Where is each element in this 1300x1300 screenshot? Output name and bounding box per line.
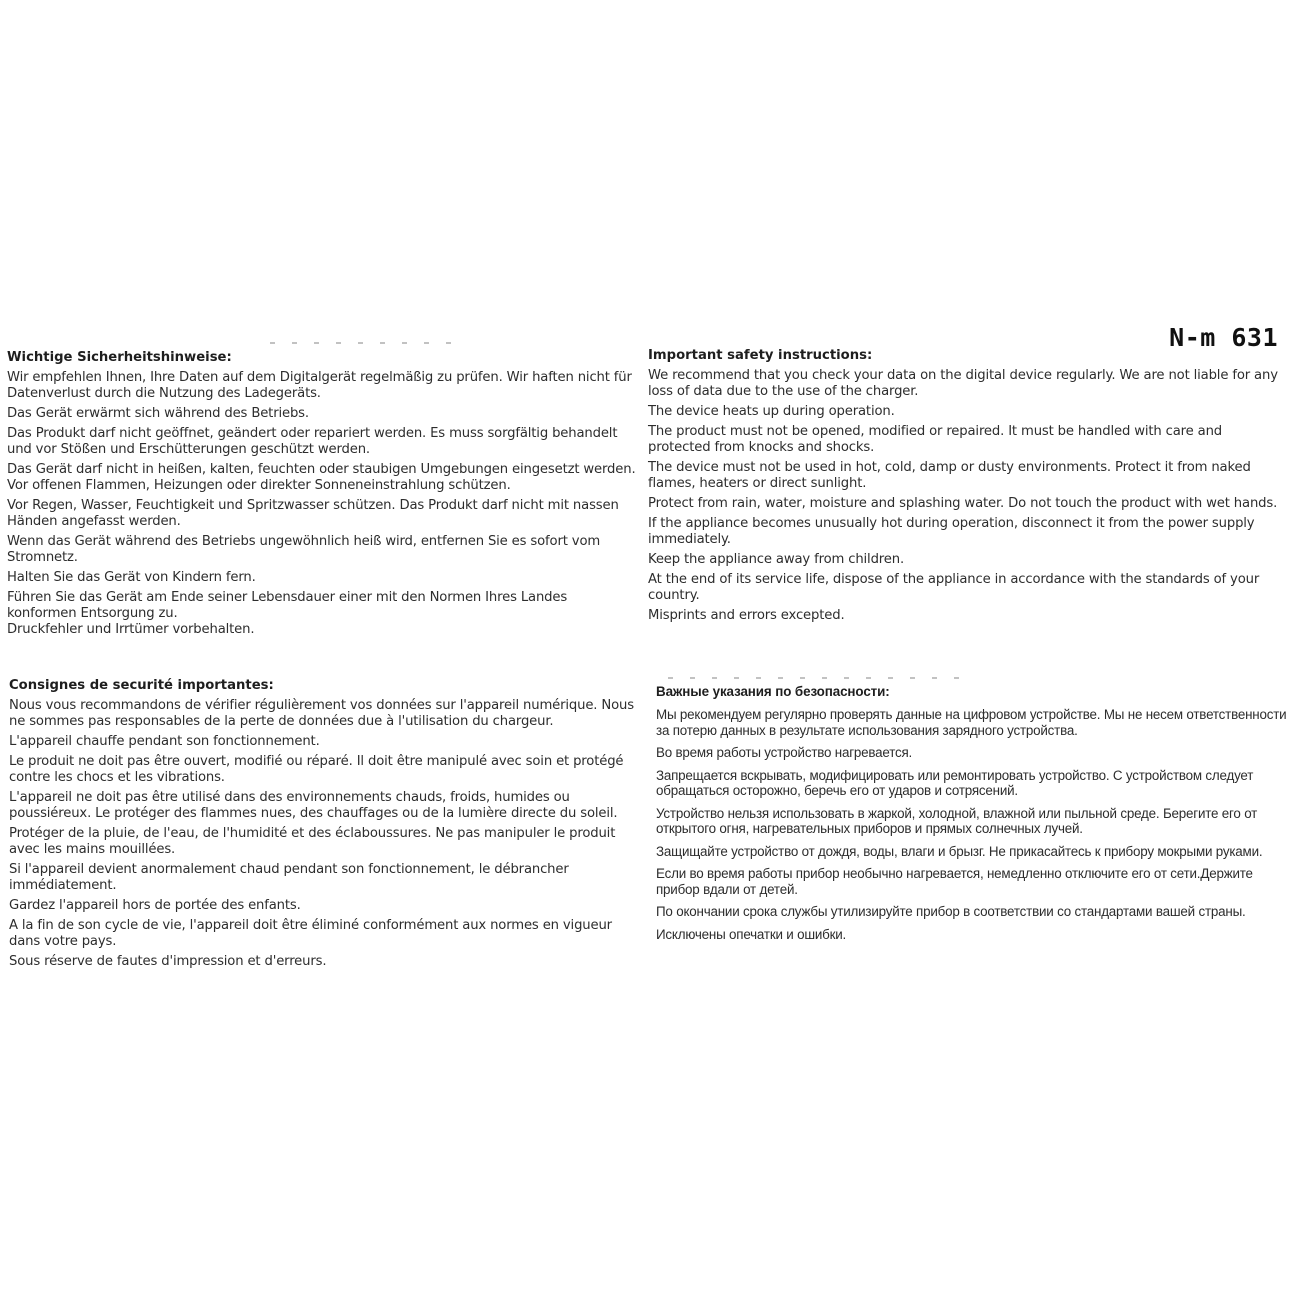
instruction-paragraph: At the end of its service life, dispose of the appliance in accordance with the standards of your country.	[648, 572, 1260, 603]
instruction-paragraph: Das Gerät darf nicht in heißen, kalten, feuchten oder staubigen Umgebungen eingesetzt werden. Vor offenen Flammen, Heizungen oder direkter Sonneneinstrahlung schützen.	[7, 462, 636, 493]
instruction-paragraph: Запрещается вскрывать, модифицировать или ремонтировать устройство. С устройством следует обращаться осторожно, беречь его от ударов и сотрясений.	[656, 767, 1254, 798]
instruction-paragraph: Das Gerät erwärmt sich während des Betriebs.	[7, 406, 309, 421]
instruction-paragraph: L'appareil chauffe pendant son fonctionnement.	[9, 734, 320, 749]
instruction-paragraph: Защищайте устройство от дождя, воды, влаги и брызг. Не прикасайтесь к прибору мокрыми руками.	[656, 843, 1263, 859]
section-title: Important safety instructions:	[648, 348, 873, 363]
safety-section-fr	[9, 678, 645, 974]
instruction-paragraph: Мы рекомендуем регулярно проверять данные на цифровом устройстве. Мы не несем ответственности за потерю данных в результате использования зарядного устройства.	[656, 707, 1287, 738]
instruction-paragraph: Nous vous recommandons de vérifier régulièrement vos données sur l'appareil numérique. Nous ne sommes pas responsables de la perte de données due à l'utilisation du chargeur.	[9, 698, 634, 729]
model-code: N-m 631	[1169, 323, 1278, 352]
instruction-paragraph: Das Produkt darf nicht geöffnet, geändert oder repariert werden. Es muss sorgfältig behandelt und vor Stößen und Erschütterungen geschützt werden.	[7, 426, 618, 457]
instruction-paragraph: Führen Sie das Gerät am Ende seiner Lebensdauer einer mit den Normen Ihres Landes konformen Entsorgung zu.	[7, 590, 568, 621]
safety-section-de	[7, 350, 639, 642]
instruction-paragraph: We recommend that you check your data on the digital device regularly. We are not liable for any loss of data due to the use of the charger.	[648, 368, 1278, 399]
cropped-text-artifact	[668, 677, 968, 679]
instruction-paragraph: Wenn das Gerät während des Betriebs ungewöhnlich heiß wird, entfernen Sie es sofort vom Stromnetz.	[7, 534, 601, 565]
instruction-paragraph: Si l'appareil devient anormalement chaud pendant son fonctionnement, le débrancher immédiatement.	[9, 862, 569, 893]
instruction-paragraph: The device heats up during operation.	[648, 404, 895, 419]
instruction-paragraph: The device must not be used in hot, cold, damp or dusty environments. Protect it from naked flames, heaters or direct sunlight.	[648, 460, 1251, 491]
instruction-paragraph: Sous réserve de fautes d'impression et d'erreurs.	[9, 954, 327, 969]
section-title: Важные указания по безопасности:	[656, 684, 890, 699]
instruction-paragraph: Wir empfehlen Ihnen, Ihre Daten auf dem Digitalgerät regelmäßig zu prüfen. Wir haften nicht für Datenverlust durch die Nutzung des Ladegeräts.	[7, 370, 632, 401]
instruction-paragraph: Protect from rain, water, moisture and splashing water. Do not touch the product with wet hands.	[648, 496, 1278, 511]
instruction-paragraph: Исключены опечатки и ошибки.	[656, 926, 847, 942]
instruction-paragraph: A la fin de son cycle de vie, l'appareil doit être éliminé conformément aux normes en vigueur dans votre pays.	[9, 918, 612, 949]
instruction-paragraph: Gardez l'appareil hors de portée des enfants.	[9, 898, 301, 913]
cropped-text-artifact	[270, 342, 460, 344]
instruction-paragraph: Keep the appliance away from children.	[648, 552, 904, 567]
instruction-paragraph: Le produit ne doit pas être ouvert, modifié ou réparé. Il doit être manipulé avec soin et protégé contre les chocs et les vibrations.	[9, 754, 624, 785]
instruction-paragraph: L'appareil ne doit pas être utilisé dans des environnements chauds, froids, humides ou poussiéreux. Le protéger des flammes nues, des chauffages ou de la lumière directe du soleil.	[9, 790, 618, 821]
instruction-paragraph: По окончании срока службы утилизируйте прибор в соответствии со стандартами вашей страны.	[656, 904, 1246, 919]
safety-section-en	[648, 348, 1288, 628]
instruction-paragraph: Устройство нельзя использовать в жаркой, холодной, влажной или пыльной среде. Берегите его от открытого огня, нагревательных приборов и прямых солнечных лучей.	[656, 805, 1258, 836]
section-title: Wichtige Sicherheitshinweise:	[7, 350, 232, 365]
instruction-paragraph: Во время работы устройство нагревается.	[656, 745, 913, 760]
instruction-paragraph: Halten Sie das Gerät von Kindern fern.	[7, 570, 256, 585]
instruction-paragraph: Protéger de la pluie, de l'eau, de l'humidité et des éclaboussures. Ne pas manipuler le produit avec les mains mouillées.	[9, 826, 616, 857]
instruction-paragraph: Misprints and errors excepted.	[648, 608, 845, 623]
instruction-paragraph: If the appliance becomes unusually hot during operation, disconnect it from the power supply immediately.	[648, 516, 1255, 547]
instruction-paragraph: Druckfehler und Irrtümer vorbehalten.	[7, 622, 255, 637]
instruction-paragraph: Если во время работы прибор необычно нагревается, немедленно отключите его от сети.Держите прибор вдали от детей.	[656, 866, 1253, 897]
instruction-paragraph: Vor Regen, Wasser, Feuchtigkeit und Spritzwasser schützen. Das Produkt darf nicht mit nassen Händen angefasst werden.	[7, 498, 619, 529]
instruction-paragraph: The product must not be opened, modified or repaired. It must be handled with care and protected from knocks and shocks.	[648, 424, 1223, 455]
safety-section-ru	[656, 684, 1296, 949]
section-title: Consignes de securité importantes:	[9, 678, 274, 693]
